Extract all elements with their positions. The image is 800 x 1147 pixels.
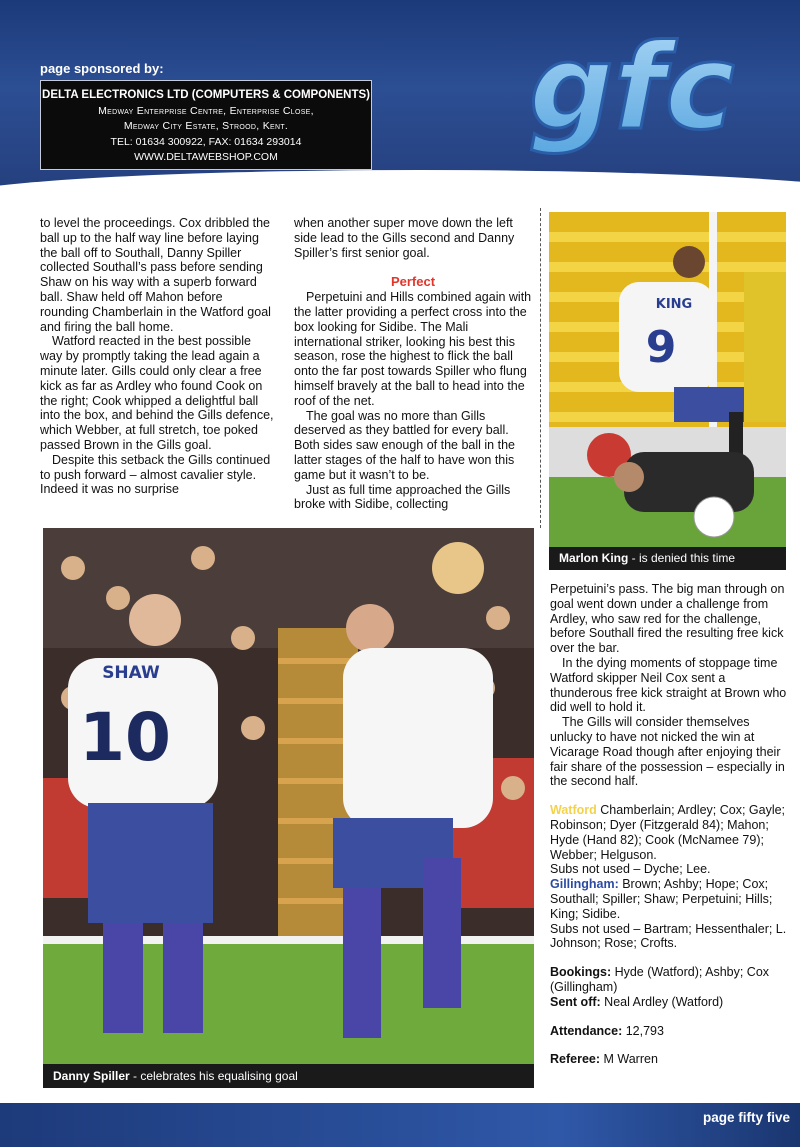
bookings-label: Bookings: — [550, 965, 612, 980]
watford-label: Watford — [550, 803, 597, 818]
sponsor-website: WWW.DELTAWEBSHOP.COM — [134, 151, 278, 163]
marlon-king-photo — [549, 212, 786, 547]
article-paragraph: Despite this setback the Gills continued to push forward – almost cavalier style. Indeed it was no surprise — [40, 452, 271, 497]
article-column-2 — [294, 216, 532, 512]
caption-text: - celebrates his equalising goal — [129, 1069, 298, 1083]
sentoff-label: Sent off: — [550, 994, 601, 1009]
caption-text: - is denied this time — [628, 551, 736, 565]
gillingham-subs: Subs not used – Bartram; Hessenthaler; L. Johnson; Rose; Crofts. — [550, 921, 787, 951]
marlon-king-photo-art — [549, 212, 786, 547]
page-number: page fifty five — [702, 1110, 790, 1125]
caption-name: Danny Spiller — [53, 1069, 130, 1083]
svg-text:gfc: gfc — [529, 18, 735, 156]
caption-name: Marlon King — [559, 551, 629, 565]
svg-text:10: 10 — [79, 699, 171, 776]
article-paragraph: Just as full time approached the Gills broke with Sidibe, collecting — [294, 482, 511, 512]
sponsor-address-1: Medway Enterprise Centre, Enterprise Close, — [98, 104, 314, 117]
gillingham-players: Brown; Ashby; Hope; Cox; Southall; Spiller; Shaw; Perpetuini; Hills; King; Sidibe. — [550, 877, 773, 921]
article-paragraph: The goal was no more than Gills deserved as they battled for every ball. Both sides saw enough of the ball in the latter stages of the half to have won this game but it wasn’t to be. — [294, 408, 515, 482]
gillingham-label: Gillingham: — [550, 877, 619, 892]
sponsor-address-2: Medway City Estate, Strood, Kent. — [123, 120, 289, 132]
page-header — [0, 0, 800, 195]
sent-off — [550, 995, 788, 1010]
article-paragraph: Watford reacted in the best possible way by promptly taking the lead again a minute later. Gills could only clear a free kick as far as Ardley who found Cook on the right; Cook whipped a delightful ball into the box, and behind the Gills defence, which Webber, at full stretch, toe poked passed Brown in the Gills goal. — [40, 334, 274, 452]
referee — [550, 1052, 788, 1067]
article-subheading: Perfect — [390, 274, 436, 290]
sponsor-phone: TEL: 01634 300922, FAX: 01634 293014 — [110, 135, 302, 148]
watford-lineup — [550, 803, 788, 877]
article-paragraph: The Gills will consider themselves unlucky to have not nicked the win at Vicarage Road though after enjoying their fair share of the possession – especially in the second half. — [550, 715, 785, 789]
article-paragraph: when another super move down the left side lead to the Gills second and Danny Spiller’s first senior goal. — [294, 216, 515, 260]
danny-spiller-caption — [43, 1064, 534, 1088]
gillingham-lineup — [550, 877, 788, 951]
sponsor-name: DELTA ELECTRONICS LTD (COMPUTERS & COMPONENTS) — [42, 89, 370, 101]
bookings — [550, 965, 788, 995]
article-column-1 — [40, 216, 274, 497]
column-divider — [540, 208, 541, 528]
referee-value: M Warren — [600, 1052, 658, 1067]
watford-players: Chamberlain; Ardley; Cox; Gayle; Robinson; Dyer (Fitzgerald 84); Mahon; Hyde (Hand 82); Cook (McNamee 79); Webber; Helguson. — [550, 803, 786, 862]
svg-text:SHAW: SHAW — [102, 663, 160, 683]
attendance — [550, 1024, 788, 1039]
attendance-label: Attendance: — [550, 1023, 623, 1038]
danny-spiller-photo-art — [43, 528, 534, 1064]
page-footer — [0, 1103, 800, 1147]
attendance-value: 12,793 — [622, 1023, 664, 1038]
marlon-king-caption — [549, 547, 786, 570]
article-column-3 — [550, 582, 788, 1067]
sentoff-value: Neal Ardley (Watford) — [600, 994, 724, 1009]
svg-text:KING: KING — [655, 297, 693, 312]
article-paragraph: In the dying moments of stoppage time Watford skipper Neil Cox sent a thunderous free kick straight at Brown who did well to hold it. — [550, 655, 787, 715]
bookings-value: Hyde (Watford); Ashby; Cox (Gillingham) — [550, 965, 770, 994]
header-swoosh — [0, 170, 800, 195]
danny-spiller-photo — [43, 528, 534, 1064]
sponsor-label: page sponsored by: — [40, 61, 164, 76]
sponsor-box — [40, 80, 372, 170]
watford-subs: Subs not used – Dyche; Lee. — [550, 862, 711, 877]
article-paragraph: Perpetuini and Hills combined again with the latter providing a perfect cross into the box looking for Sidibe. The Mali international striker, looking his best this season, rose the highest to flick the ball onto the far post towards Spiller who flung himself bravely at the ball to head into the roof of the net. — [294, 290, 532, 408]
article-paragraph: to level the proceedings. Cox dribbled the ball up to the half way line before laying the ball off to Southall, Danny Spiller collected Southall’s pass before sending Shaw on his way with a superb forward ball. Shaw held off Mahon before rounding Chamberlain in the Watford goal and firing the ball home. — [40, 216, 271, 334]
gfc-logo — [482, 10, 782, 170]
svg-text:9: 9 — [645, 322, 677, 373]
article-paragraph: Perpetuini’s pass. The big man through on goal went down under a challenge from Ardley, who saw red for the challenge, before Southall fired the resulting free kick over the bar. — [550, 582, 785, 656]
referee-label: Referee: — [550, 1052, 601, 1067]
